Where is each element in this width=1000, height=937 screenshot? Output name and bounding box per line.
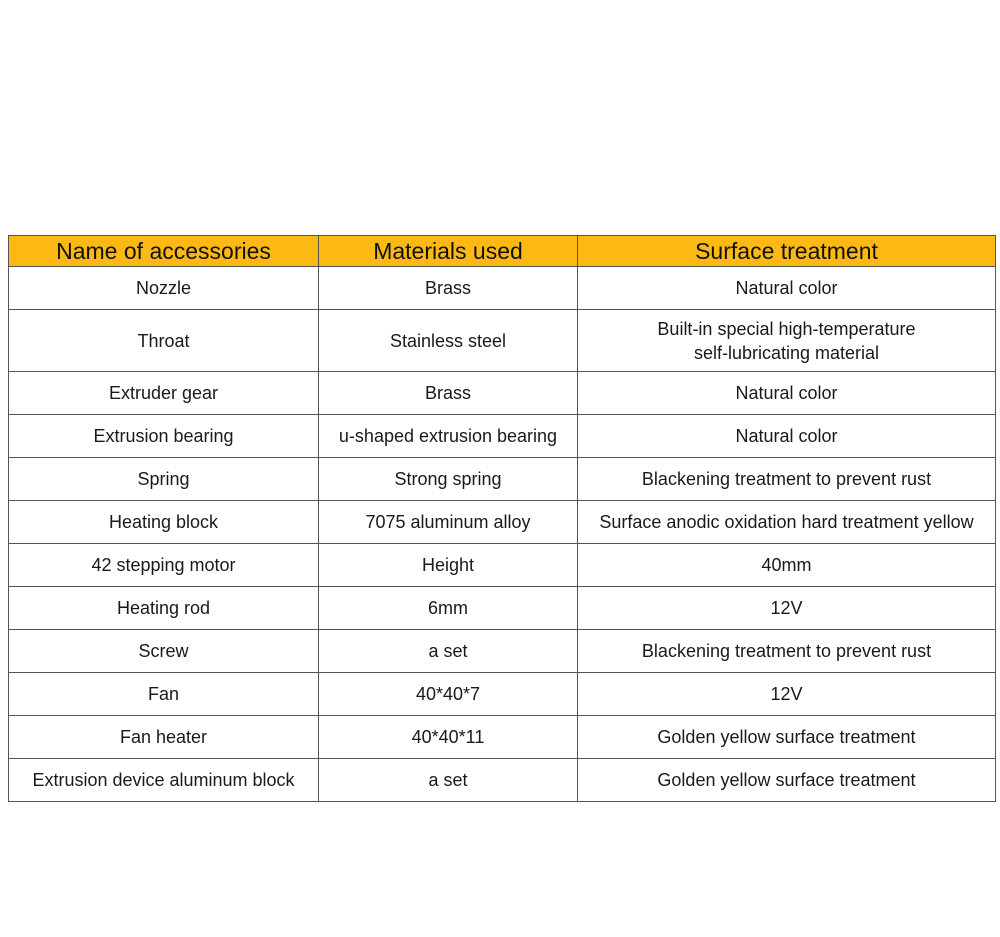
cell-accessory-name: Extrusion bearing — [9, 415, 319, 458]
treatment-line: Built-in special high-temperature — [657, 318, 916, 339]
table-row — [9, 716, 996, 759]
treatment-line: Natural color — [735, 278, 838, 298]
cell-material: Height — [319, 544, 578, 587]
table-row — [9, 759, 996, 802]
treatment-line: Blackening treatment to prevent rust — [641, 641, 932, 661]
treatment-line: self-lubricating material — [693, 342, 880, 363]
treatment-line: Natural color — [735, 426, 838, 446]
cell-material: a set — [319, 759, 578, 802]
table-row — [9, 587, 996, 630]
cell-surface-treatment — [578, 267, 996, 310]
cell-surface-treatment — [578, 587, 996, 630]
table-row — [9, 673, 996, 716]
cell-surface-treatment — [578, 630, 996, 673]
cell-surface-treatment — [578, 673, 996, 716]
cell-surface-treatment — [578, 501, 996, 544]
cell-accessory-name: Extrusion device aluminum block — [9, 759, 319, 802]
cell-accessory-name: Screw — [9, 630, 319, 673]
cell-accessory-name: Fan heater — [9, 716, 319, 759]
cell-surface-treatment — [578, 716, 996, 759]
cell-surface-treatment — [578, 310, 996, 372]
cell-accessory-name: Fan — [9, 673, 319, 716]
cell-material: Strong spring — [319, 458, 578, 501]
cell-material: Brass — [319, 372, 578, 415]
cell-material: 40*40*7 — [319, 673, 578, 716]
cell-material: 7075 aluminum alloy — [319, 501, 578, 544]
cell-accessory-name: Spring — [9, 458, 319, 501]
table-row — [9, 630, 996, 673]
table-row — [9, 267, 996, 310]
cell-material: a set — [319, 630, 578, 673]
cell-material: Stainless steel — [319, 310, 578, 372]
treatment-line: 12V — [770, 598, 803, 618]
cell-surface-treatment — [578, 415, 996, 458]
table-row — [9, 544, 996, 587]
cell-material: Brass — [319, 267, 578, 310]
treatment-line: 12V — [770, 684, 803, 704]
cell-surface-treatment — [578, 372, 996, 415]
cell-surface-treatment — [578, 544, 996, 587]
cell-accessory-name: Heating block — [9, 501, 319, 544]
header-surface-treatment: Surface treatment — [578, 236, 996, 267]
treatment-line: Golden yellow surface treatment — [657, 770, 916, 790]
table-row — [9, 415, 996, 458]
header-materials-used: Materials used — [319, 236, 578, 267]
accessories-spec-table — [8, 235, 996, 802]
cell-surface-treatment — [578, 759, 996, 802]
cell-material: u-shaped extrusion bearing — [319, 415, 578, 458]
table-row — [9, 501, 996, 544]
table-header-row — [9, 236, 996, 267]
table-row — [9, 458, 996, 501]
treatment-line: Blackening treatment to prevent rust — [641, 469, 932, 489]
table-row — [9, 310, 996, 372]
treatment-line: Surface anodic oxidation hard treatment yellow — [599, 512, 974, 532]
cell-accessory-name: Extruder gear — [9, 372, 319, 415]
treatment-line: 40mm — [761, 555, 812, 575]
header-name-of-accessories: Name of accessories — [9, 236, 319, 267]
cell-accessory-name: Nozzle — [9, 267, 319, 310]
cell-accessory-name: Heating rod — [9, 587, 319, 630]
cell-material: 40*40*11 — [319, 716, 578, 759]
cell-material: 6mm — [319, 587, 578, 630]
cell-accessory-name: Throat — [9, 310, 319, 372]
treatment-line: Golden yellow surface treatment — [657, 727, 916, 747]
table-row — [9, 372, 996, 415]
cell-surface-treatment — [578, 458, 996, 501]
treatment-line: Natural color — [735, 383, 838, 403]
cell-accessory-name: 42 stepping motor — [9, 544, 319, 587]
